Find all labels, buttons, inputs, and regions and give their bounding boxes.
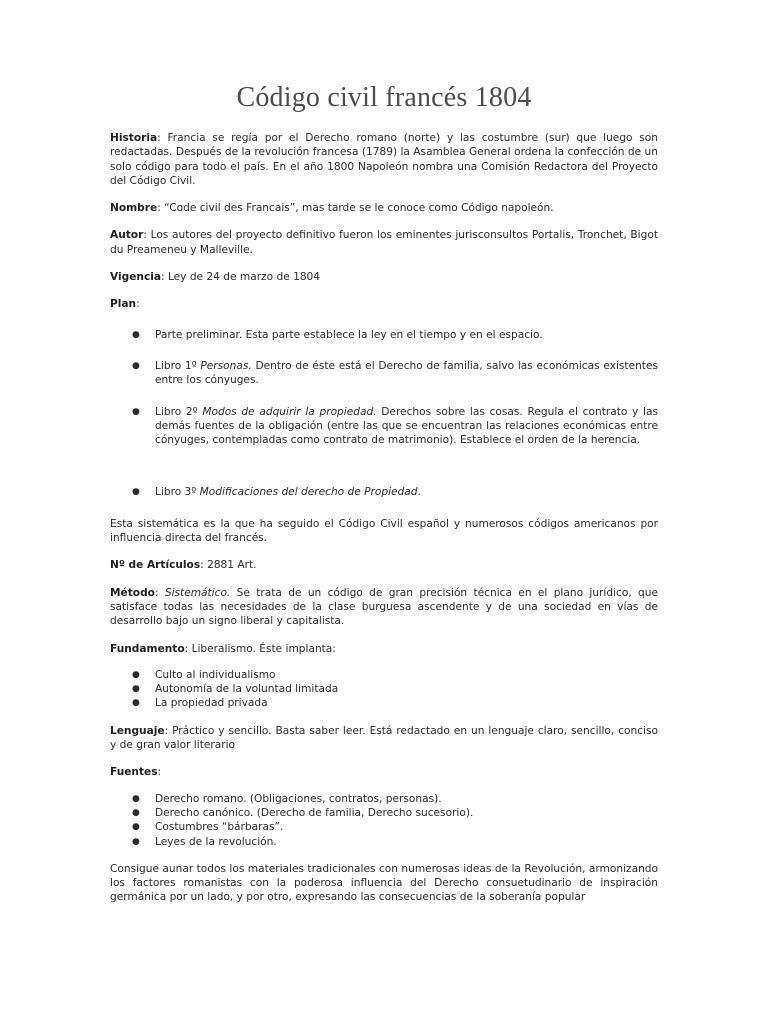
list-item [110,485,658,499]
metodo-paragraph [110,586,658,629]
fundamento-item-text: Culto al individualismo [155,668,276,681]
plan-item-italic: Modos de adquirir la propiedad. [202,405,377,418]
metodo-text: Se trata de un código de gran precisión técnica en el plano jurídico, que satisface todas las necesidades de la clase burguesa ascendente y de una sociedad en vías de desarrollo bajo un signo liberal y capitalista. [110,586,658,628]
document-title: Código civil francés 1804 [236,82,532,113]
vigencia-paragraph [110,270,658,284]
nombre-text: : “Code civil des Francais”, mas tarde se le conoce como Código napoleón. [157,202,554,215]
list-item [110,405,658,448]
fuentes-item-text: Costumbres “bárbaras”. [155,821,284,834]
bullet-icon: ● [132,669,140,680]
historia-label: Historia [110,132,158,144]
bullet-icon: ● [132,487,140,498]
lenguaje-text: : Práctico y sencillo. Basta saber leer. Está redactado en un lenguaje claro, sencillo, conciso y de gran valor literario [110,724,658,752]
articulos-label: Nº de Artículos [110,559,201,572]
fundamento-item-text: Autonomía de la voluntad limitada [155,683,339,696]
list-item [110,696,658,710]
fuentes-paragraph [110,765,658,779]
plan-item-text: Libro 3º [155,486,200,499]
lenguaje-paragraph [110,724,658,753]
metodo-italic: Sistemático. [164,586,231,599]
fuentes-label: Fuentes [110,766,158,779]
fuentes-list [110,792,658,849]
articulos-paragraph [110,558,658,572]
bullet-icon: ● [132,684,140,695]
sistematica-paragraph: Esta sistemática es la que ha seguido el Código Civil español y numerosos códigos americanos por influencia directa del francés. [110,517,658,545]
fundamento-text: : Liberalismo. Éste implanta: [184,642,336,655]
list-item [110,792,658,806]
metodo-label: Método [110,586,155,599]
list-item [110,359,658,388]
fuentes-item-text: Leyes de la revolución. [155,835,277,848]
plan-suffix: : [136,298,140,311]
document-body [110,131,658,918]
fuentes-item-text: Derecho canónico. (Derecho de familia, Derecho sucesorio). [155,806,474,819]
autor-label: Autor [110,229,144,242]
fuentes-suffix: : [157,766,162,779]
list-item [110,835,658,849]
autor-paragraph [110,228,658,257]
plan-item-text: Libro 1º [155,359,201,372]
plan-item-italic: Personas. [200,359,252,372]
bullet-icon: ● [132,406,140,417]
list-item [110,806,658,820]
plan-label: Plan [110,298,137,311]
plan-list [110,328,658,500]
historia-paragraph [110,131,658,188]
fundamento-paragraph [110,642,658,656]
bullet-icon: ● [132,822,140,833]
bullet-icon: ● [132,793,140,804]
plan-item-text: Libro 2º [155,405,203,418]
vigencia-label: Vigencia [110,271,162,284]
fundamento-item-text: La propiedad privada [155,697,268,710]
plan-item-italic: Modificaciones del derecho de Propiedad [199,486,418,499]
vigencia-text: : Ley de 24 de marzo de 1804 [161,271,321,284]
bullet-icon: ● [132,807,140,818]
bullet-icon: ● [132,698,140,709]
bullet-icon: ● [132,329,140,340]
nombre-label: Nombre [110,202,158,215]
fundamento-list [110,668,658,711]
bullet-icon: ● [132,836,140,847]
plan-item-text: Parte preliminar. Esta parte establece la ley en el tiempo y en el espacio. [155,328,543,341]
list-item [110,328,658,342]
plan-item-text: . [417,486,421,499]
lenguaje-label: Lenguaje [110,724,165,737]
fundamento-label: Fundamento [110,642,185,655]
plan-item-text: Dentro de éste está el Derecho de familia, salvo las económicas existentes entre los cónyuges. [155,359,659,387]
fuentes-item-text: Derecho romano. (Obligaciones, contratos, personas). [155,792,442,805]
autor-text: : Los autores del proyecto definitivo fueron los eminentes jurisconsultos Portalis, Tronchet, Bigot du Preameneu y Malleville. [110,229,658,256]
historia-text: : Francia se regía por el Derecho romano (norte) y las costumbre (sur) que luego son redactadas. Después de la revolución francesa (1789) la Asamblea General ordena la confección de un solo código para todo el país. En el año 1800 Napoleón nombra una Comisión Redactora del Proyecto del Código Civil. [110,132,658,187]
plan-paragraph [110,297,658,311]
metodo-separator: : [154,586,165,599]
list-item [110,682,658,696]
list-item [110,820,658,834]
plan-item-text: Derechos sobre las cosas. Regula el contrato y las demás fuentes de la obligación (entre las que se encuentran las relaciones económicas entre cónyuges, contempladas como contrato de matrimonio). Establece el orden de la herencia. [155,405,658,447]
articulos-text: : 2881 Art. [200,559,257,572]
list-item [110,668,658,682]
conclusion-paragraph: Consigue aunar todos los materiales tradicionales con numerosas ideas de la Revolución, armonizando los factores romanistas con la poderosa influencia del Derecho consuetudinario de inspiración germánica por un lado, y por otro, expresando las consecuencias de la soberanía popular [110,862,658,904]
nombre-paragraph [110,201,658,215]
bullet-icon: ● [132,360,140,371]
